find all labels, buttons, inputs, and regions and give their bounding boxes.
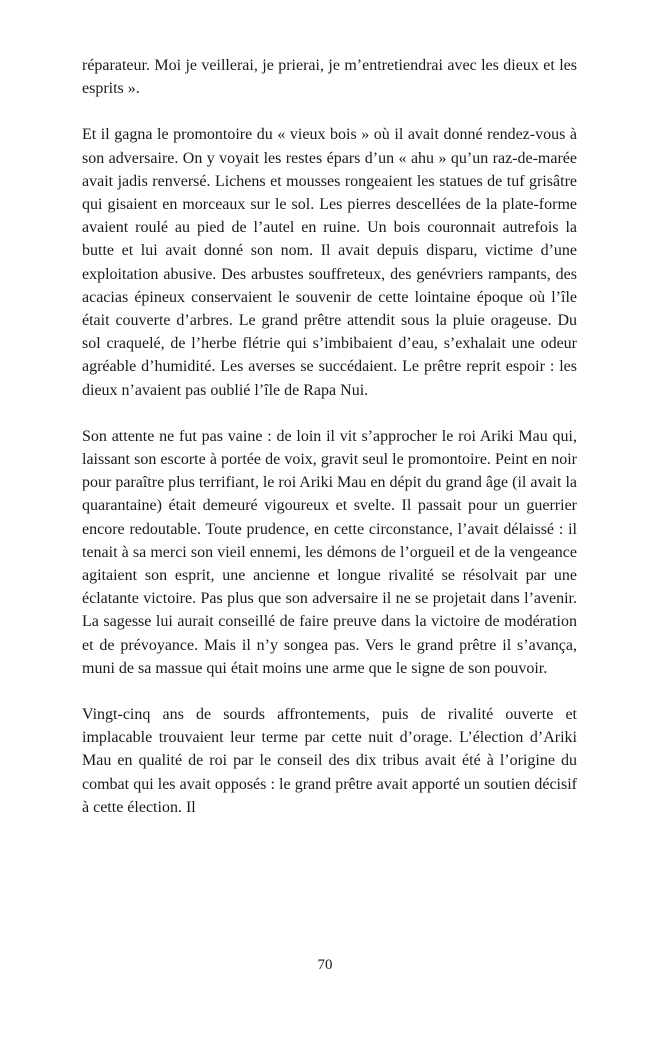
page-number: 70 xyxy=(317,957,333,973)
paragraph-2: Et il gagna le promontoire du « vieux bois » où il avait donné rendez-vous à son adversaire. On y voyait les restes épars d’un « ahu » qu’un raz-de-marée avait jadis renversé. Lichens et mousses rongeaient les statues de tuf grisâtre qui gisaient en morceaux sur le sol. Les pierres descellées de la plate-forme avaient roulé au pied de l’autel en ruine. Un bois couronnait autrefois la butte et lui avait donné son nom. Il avait depuis disparu, victime d’une exploitation abusive. Des arbustes souffreteux, des genévriers rampants, des acacias épineux conservaient le souvenir de cette lointaine époque où l’île était couverte d’arbres. Le grand prêtre attendit sous la pluie orageuse. Du sol craquelé, de l’herbe flétrie qui s’imbibaient d’eau, s’exhalait une odeur agréable d’humidité. Les averses se succédaient. Le prêtre reprit espoir : les dieux n’avaient pas oublié l’île de Rapa Nui. xyxy=(82,126,577,399)
paragraph-3: Son attente ne fut pas vaine : de loin il vit s’approcher le roi Ariki Mau qui, laissant son escorte à portée de voix, gravit seul le promontoire. Peint en noir pour paraître plus terrifiant, le roi Ariki Mau en dépit du grand âge (il avait la quarantaine) était demeuré vigoureux et svelte. Il passait pour un guerrier encore redoutable. Toute prudence, en cette circonstance, l’avait délaissé : il tenait à sa merci son vieil ennemi, les démons de l’orgueil et de la vengeance agitaient son esprit, une ancienne et longue rivalité se résolvait par une éclatante victoire. Pas plus que son adversaire il ne se projetait dans l’avenir. La sagesse lui aurait conseillé de faire preuve dans la victoire de modération et de prévoyance. Mais il n’y songea pas. Vers le grand prêtre il s’avança, muni de sa massue qui était moins une arme que le signe de son pouvoir. xyxy=(82,427,577,677)
body-text xyxy=(82,54,577,819)
paragraph-4: Vingt-cinq ans de sourds affrontements, puis de rivalité ouverte et implacable trouvaient leur terme par cette nuit d’orage. L’élection d’Ariki Mau en qualité de roi par le conseil des dix tribus avait été à l’origine du combat qui les avait opposés : le grand prêtre avait apporté un soutien décisif à cette élection. Il xyxy=(82,706,577,816)
paragraph-1: réparateur. Moi je veillerai, je prierai, je m’entretiendrai avec les dieux et les esprits ». xyxy=(82,57,577,98)
